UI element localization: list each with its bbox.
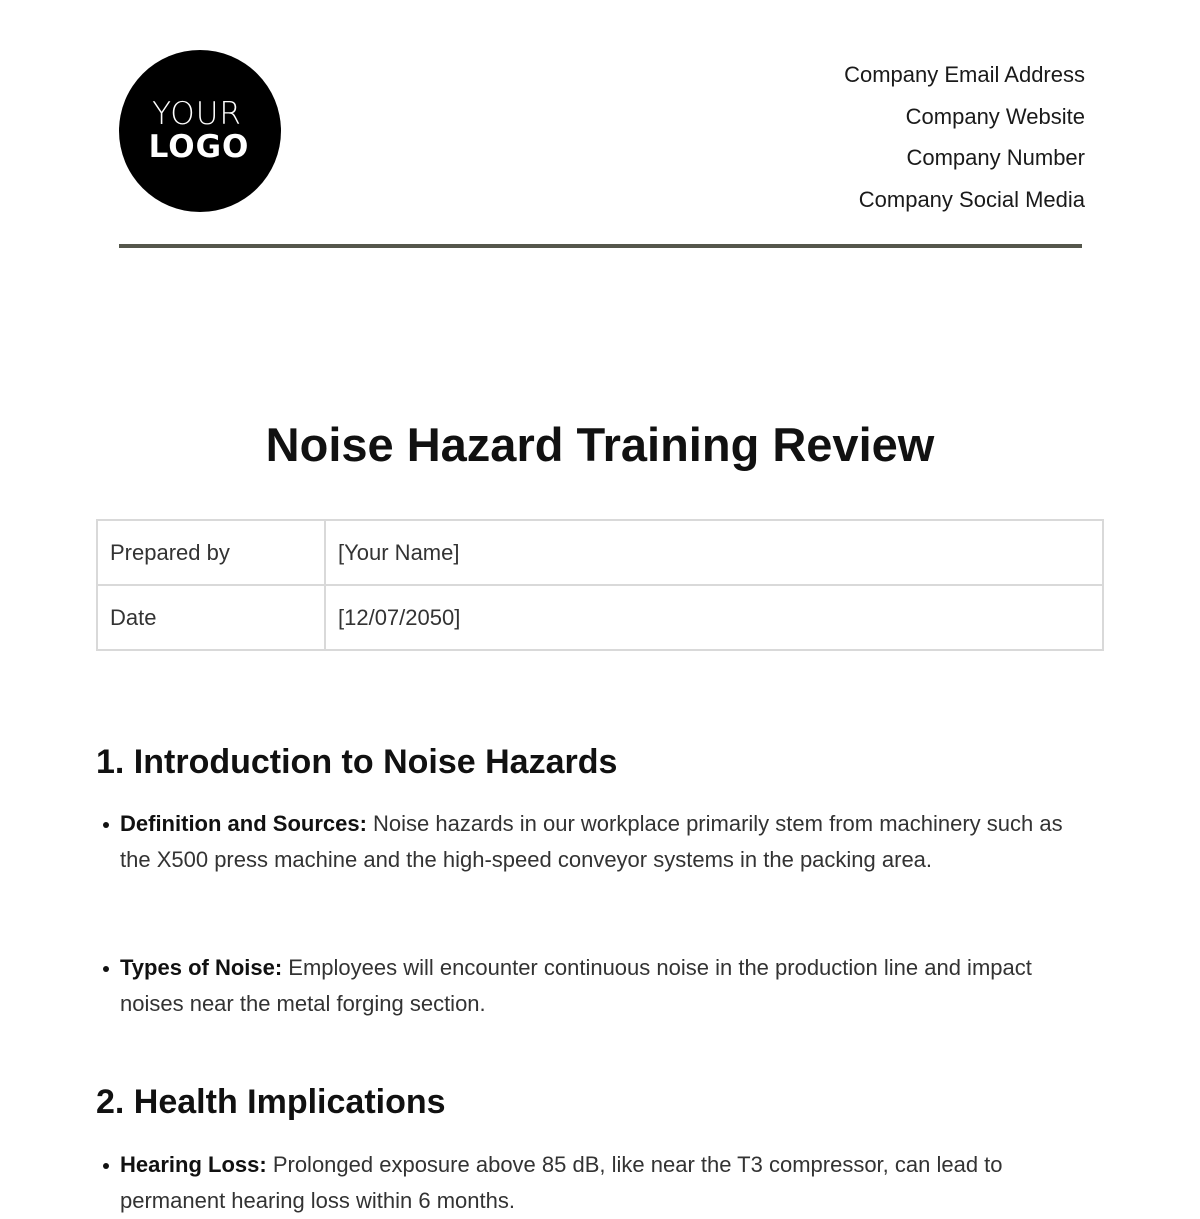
- company-logo: [119, 50, 281, 212]
- prepared-by-value: [Your Name]: [325, 520, 1103, 585]
- list-item: [120, 950, 1070, 1022]
- company-website: Company Website: [905, 103, 1085, 129]
- list-item: [120, 1147, 1070, 1219]
- table-row: [97, 585, 1103, 650]
- date-label: Date: [97, 585, 325, 650]
- bullet-text: Employees will encounter continuous noise in the production line and impact noises near the metal forging section.: [120, 955, 1032, 1016]
- list-item: [120, 806, 1070, 878]
- company-social-media: Company Social Media: [858, 187, 1085, 213]
- table-row: [97, 520, 1103, 585]
- section-heading-health-implications: 2. Health Implications: [96, 1083, 446, 1121]
- bullet-label: Hearing Loss:: [120, 1152, 267, 1177]
- bullet-text: Prolonged exposure above 85 dB, like near the T3 compressor, can lead to permanent hearing loss within 6 months.: [120, 1152, 1003, 1213]
- bullet-label: Definition and Sources:: [120, 811, 367, 836]
- section-heading-introduction: 1. Introduction to Noise Hazards: [96, 743, 618, 781]
- logo-text-logo: LOGO: [148, 129, 250, 165]
- bullet-text: Noise hazards in our workplace primarily stem from machinery such as the X500 press machine and the high-speed conveyor systems in the packing area.: [120, 811, 1063, 872]
- company-number: Company Number: [906, 145, 1085, 171]
- bullet-label: Types of Noise:: [120, 955, 283, 980]
- company-email: Company Email Address: [844, 62, 1085, 87]
- logo-text-your: YOUR: [152, 96, 242, 132]
- info-table: [96, 519, 1104, 651]
- document-title: Noise Hazard Training Review: [265, 418, 935, 471]
- prepared-by-label: Prepared by: [97, 520, 325, 585]
- date-value: [12/07/2050]: [325, 585, 1103, 650]
- company-contact-block: [844, 54, 1085, 221]
- header-divider: [119, 244, 1082, 248]
